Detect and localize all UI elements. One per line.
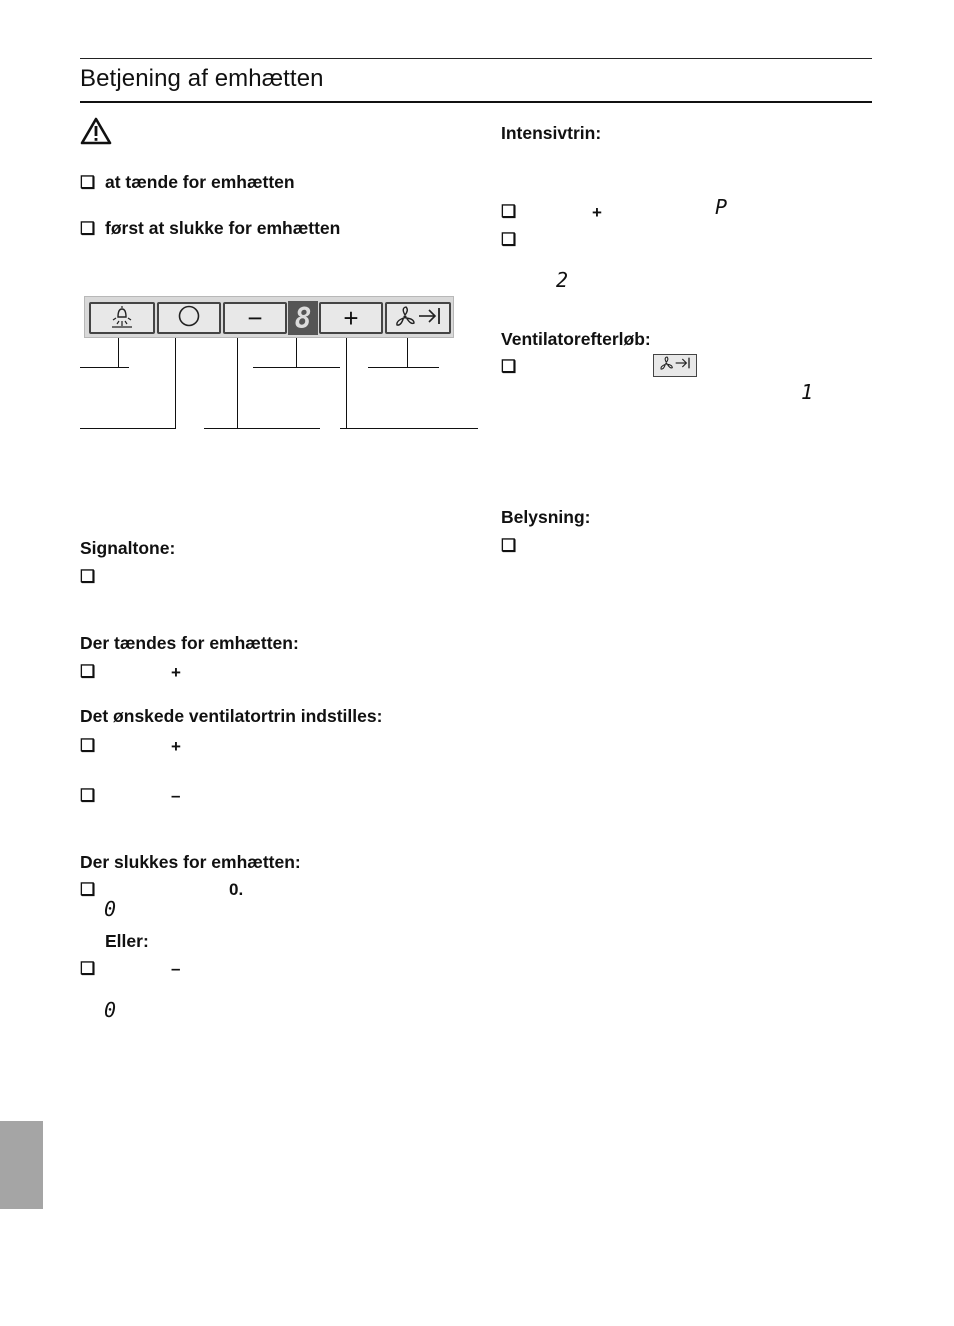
leader-line bbox=[80, 428, 176, 429]
bullet-box: ❑ bbox=[80, 786, 96, 805]
section-heading-light: Belysning: bbox=[501, 507, 591, 527]
leader-line bbox=[346, 338, 347, 429]
intro-item-switch-on: at tænde for emhætten bbox=[105, 172, 295, 192]
header-bottom-rule bbox=[80, 101, 872, 103]
page-title: Betjening af emhætten bbox=[80, 65, 324, 92]
leader-line bbox=[407, 338, 408, 368]
fan-afterrun-icon bbox=[657, 355, 693, 376]
section-heading-fan-level: Det ønskede ventilatortrin indstilles: bbox=[80, 706, 383, 726]
or-label: Eller: bbox=[105, 931, 149, 951]
display-one-symbol: 1 bbox=[801, 380, 814, 404]
bullet-box: ❑ bbox=[80, 959, 96, 978]
header-top-rule bbox=[80, 58, 872, 59]
bullet-box: ❑ bbox=[80, 219, 96, 238]
bullet-box: ❑ bbox=[80, 662, 96, 681]
bullet-box: ❑ bbox=[80, 173, 96, 192]
display-p-symbol: P bbox=[715, 195, 728, 219]
bullet-box: ❑ bbox=[501, 357, 517, 376]
section-heading-intensive: Intensivtrin: bbox=[501, 123, 602, 143]
section-heading-switch-off: Der slukkes for emhætten: bbox=[80, 852, 301, 872]
leader-line bbox=[296, 338, 297, 368]
leader-line bbox=[368, 367, 439, 368]
fan-level-display: 8 bbox=[288, 301, 318, 335]
bullet-box: ❑ bbox=[80, 736, 96, 755]
control-panel bbox=[84, 296, 454, 338]
display-zero-symbol: 0 bbox=[104, 897, 117, 921]
section-heading-afterrun: Ventilatorefterløb: bbox=[501, 329, 651, 349]
bullet-box: ❑ bbox=[501, 230, 517, 249]
leader-line bbox=[204, 428, 320, 429]
plus-symbol: + bbox=[171, 663, 181, 682]
plus-symbol: + bbox=[592, 203, 602, 222]
leader-line bbox=[175, 338, 176, 429]
section-heading-signal: Signaltone: bbox=[80, 538, 176, 558]
display-zero-symbol: 0 bbox=[104, 998, 117, 1022]
plus-button[interactable]: + bbox=[319, 302, 383, 334]
bullet-box: ❑ bbox=[501, 536, 517, 555]
leader-line bbox=[237, 338, 238, 429]
language-side-tab bbox=[0, 1121, 43, 1209]
minus-symbol: – bbox=[171, 959, 181, 978]
leader-line bbox=[118, 338, 119, 368]
intro-item-switch-off-first: først at slukke for emhætten bbox=[105, 218, 341, 238]
plus-symbol: + bbox=[171, 737, 181, 756]
section-heading-switch-on: Der tændes for emhætten: bbox=[80, 633, 299, 653]
leader-line bbox=[340, 428, 478, 429]
power-circle-icon bbox=[177, 304, 201, 333]
fan-afterrun-icon bbox=[393, 304, 443, 333]
fan-afterrun-button[interactable] bbox=[385, 302, 451, 334]
power-button[interactable] bbox=[157, 302, 221, 334]
warning-triangle-icon bbox=[80, 117, 112, 145]
bullet-box: ❑ bbox=[80, 880, 96, 899]
minus-symbol: – bbox=[171, 786, 181, 805]
leader-line bbox=[80, 367, 129, 368]
bullet-box: ❑ bbox=[501, 202, 517, 221]
bullet-box: ❑ bbox=[80, 567, 96, 586]
light-button[interactable] bbox=[89, 302, 155, 334]
minus-button[interactable]: − bbox=[223, 302, 287, 334]
level-zero-text: 0. bbox=[229, 880, 244, 899]
display-two-symbol: 2 bbox=[556, 268, 569, 292]
fan-afterrun-button-small bbox=[653, 354, 697, 377]
leader-line bbox=[253, 367, 340, 368]
light-bulb-icon bbox=[109, 304, 135, 333]
